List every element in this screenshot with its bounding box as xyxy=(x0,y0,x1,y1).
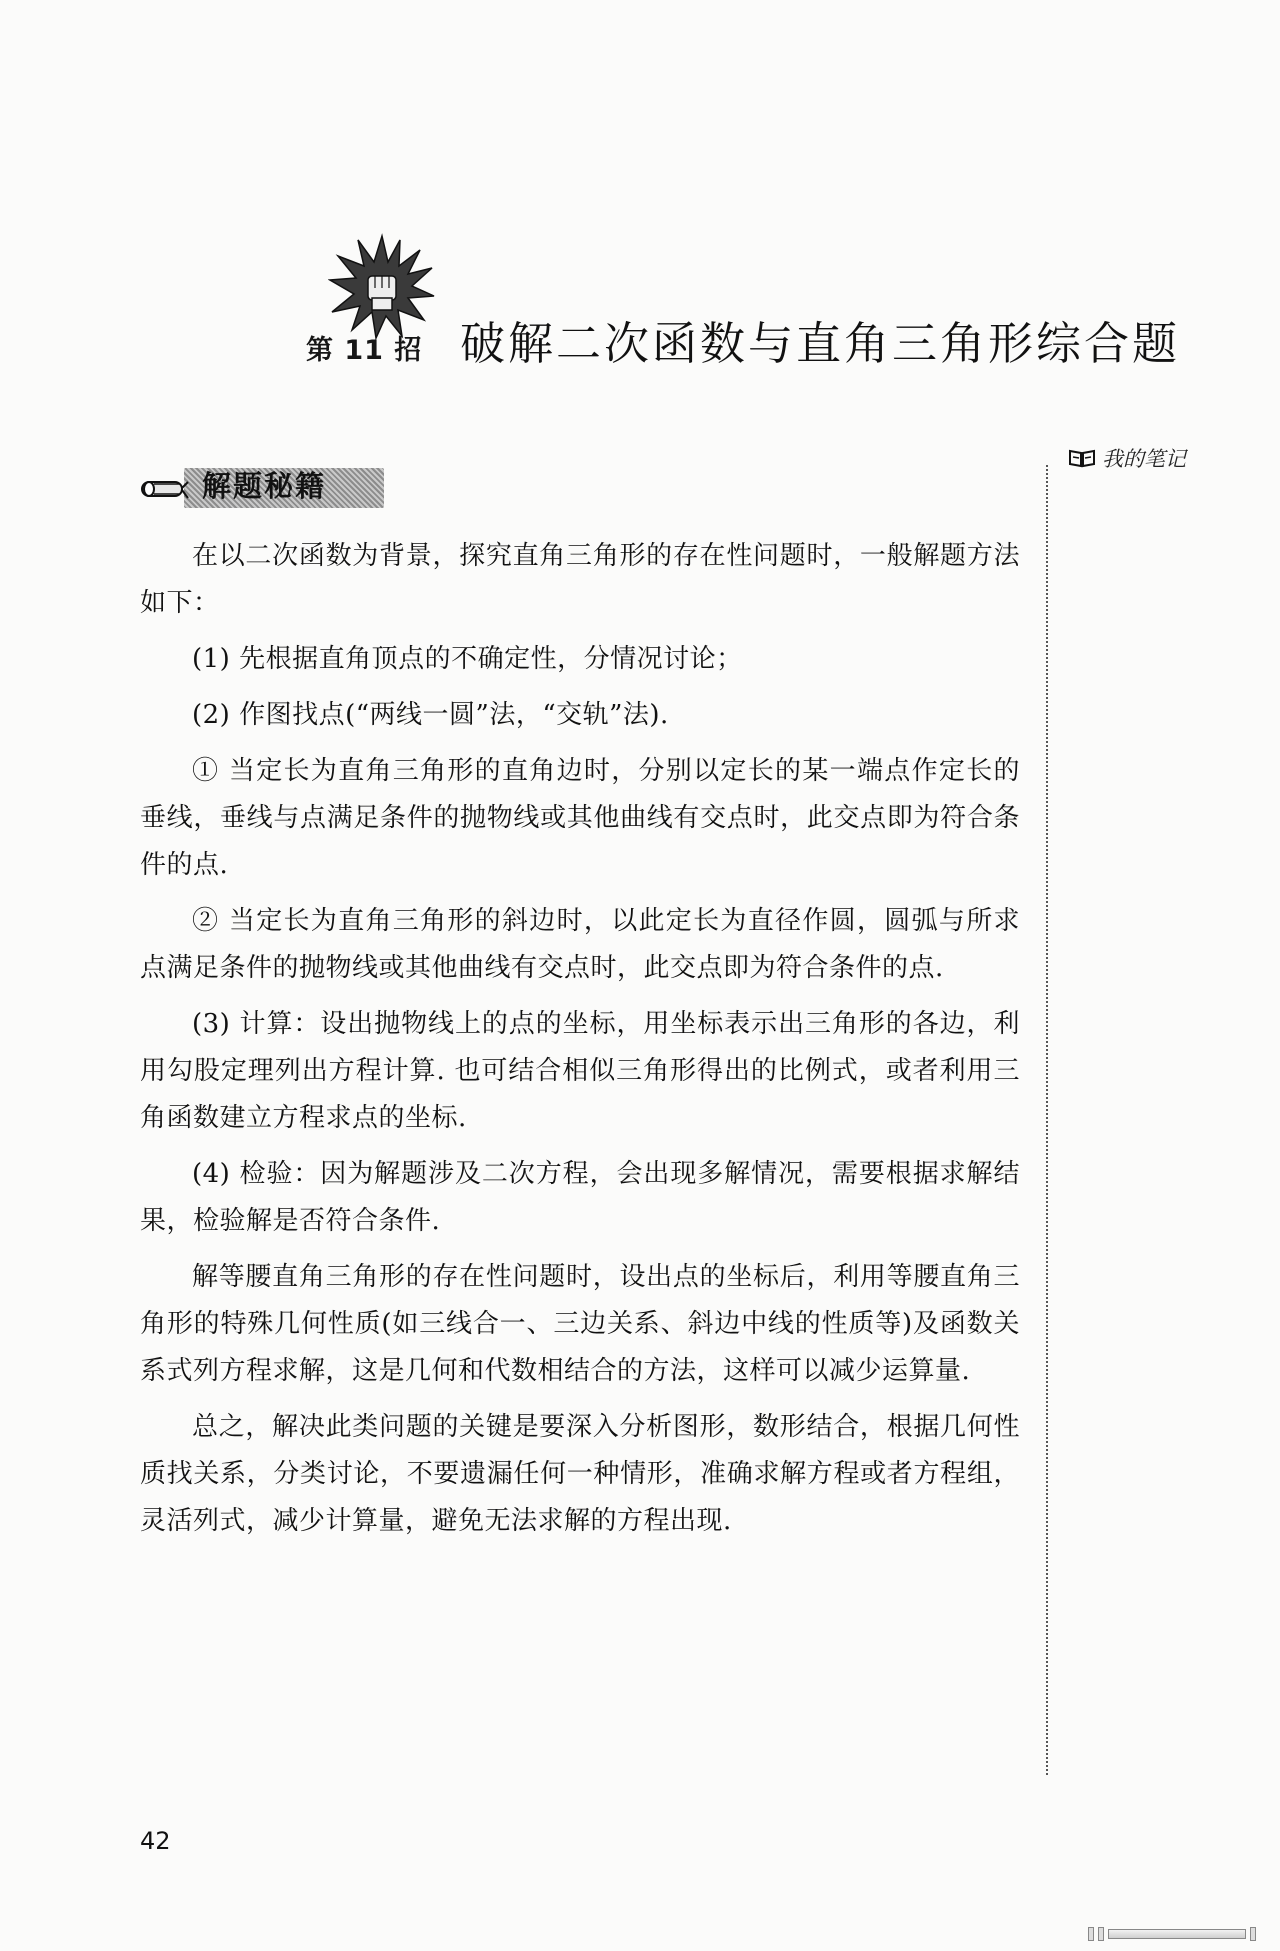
paragraph: 总之，解决此类问题的关键是要深入分析图形，数形结合，根据几何性质找关系，分类讨论，不要遗漏任何一种情形，准确求解方程或者方程组，灵活列式，减少计算量，避免无法求解的方程出现. xyxy=(140,1412,1020,1536)
paragraph: (4) 检验：因为解题涉及二次方程，会出现多解情况，需要根据求解结果，检验解是否符合条件. xyxy=(140,1159,1020,1236)
paragraph: (3) 计算：设出抛物线上的点的坐标，用坐标表示出三角形的各边，利用勾股定理列出方程计算. 也可结合相似三角形得出的比例式，或者利用三角函数建立方程求点的坐标. xyxy=(140,1009,1020,1133)
paragraph: (2) 作图找点(“两线一圆”法，“交轨”法). xyxy=(192,700,669,730)
paragraph: 解等腰直角三角形的存在性问题时，设出点的坐标后，利用等腰直角三角形的特殊几何性质(如三线合一、三边关系、斜边中线的性质等)及函数关系式列方程求解，这是几何和代数相结合的方法，这样可以减少运算量. xyxy=(140,1262,1020,1386)
scroll-right-handle[interactable] xyxy=(1250,1927,1256,1941)
page-number: 42 xyxy=(140,1827,171,1855)
chapter-title: 破解二次函数与直角三角形综合题 xyxy=(460,317,1181,370)
scroll-left-handle[interactable] xyxy=(1088,1927,1094,1941)
paragraph: 在以二次函数为背景，探究直角三角形的存在性问题时，一般解题方法如下： xyxy=(140,541,1020,618)
paragraph: ② 当定长为直角三角形的斜边时，以此定长为直径作圆，圆弧与所求点满足条件的抛物线或其他曲线有交点时，此交点即为符合条件的点. xyxy=(140,906,1020,983)
paragraph: (1) 先根据直角顶点的不确定性，分情况讨论； xyxy=(192,644,743,674)
notes-divider xyxy=(1046,465,1048,1775)
scroll-icon xyxy=(138,472,190,504)
scroll-handle[interactable] xyxy=(1098,1927,1104,1941)
notes-header xyxy=(1068,443,1186,473)
paragraph: ① 当定长为直角三角形的直角边时，分别以定长的某一端点作定长的垂线，垂线与点满足条件的抛物线或其他曲线有交点时，此交点即为符合条件的点. xyxy=(140,756,1020,880)
scroll-track[interactable] xyxy=(1108,1929,1246,1939)
horizontal-scrollbar[interactable] xyxy=(1088,1927,1256,1941)
chapter-number: 第 11 招 xyxy=(306,335,423,366)
section-banner xyxy=(138,458,384,512)
open-book-icon xyxy=(1068,448,1096,468)
body-text xyxy=(140,533,1020,1554)
notes-label: 我的笔记 xyxy=(1102,447,1186,471)
starburst-fist-icon xyxy=(328,232,436,340)
section-title: 解题秘籍 xyxy=(202,469,327,503)
